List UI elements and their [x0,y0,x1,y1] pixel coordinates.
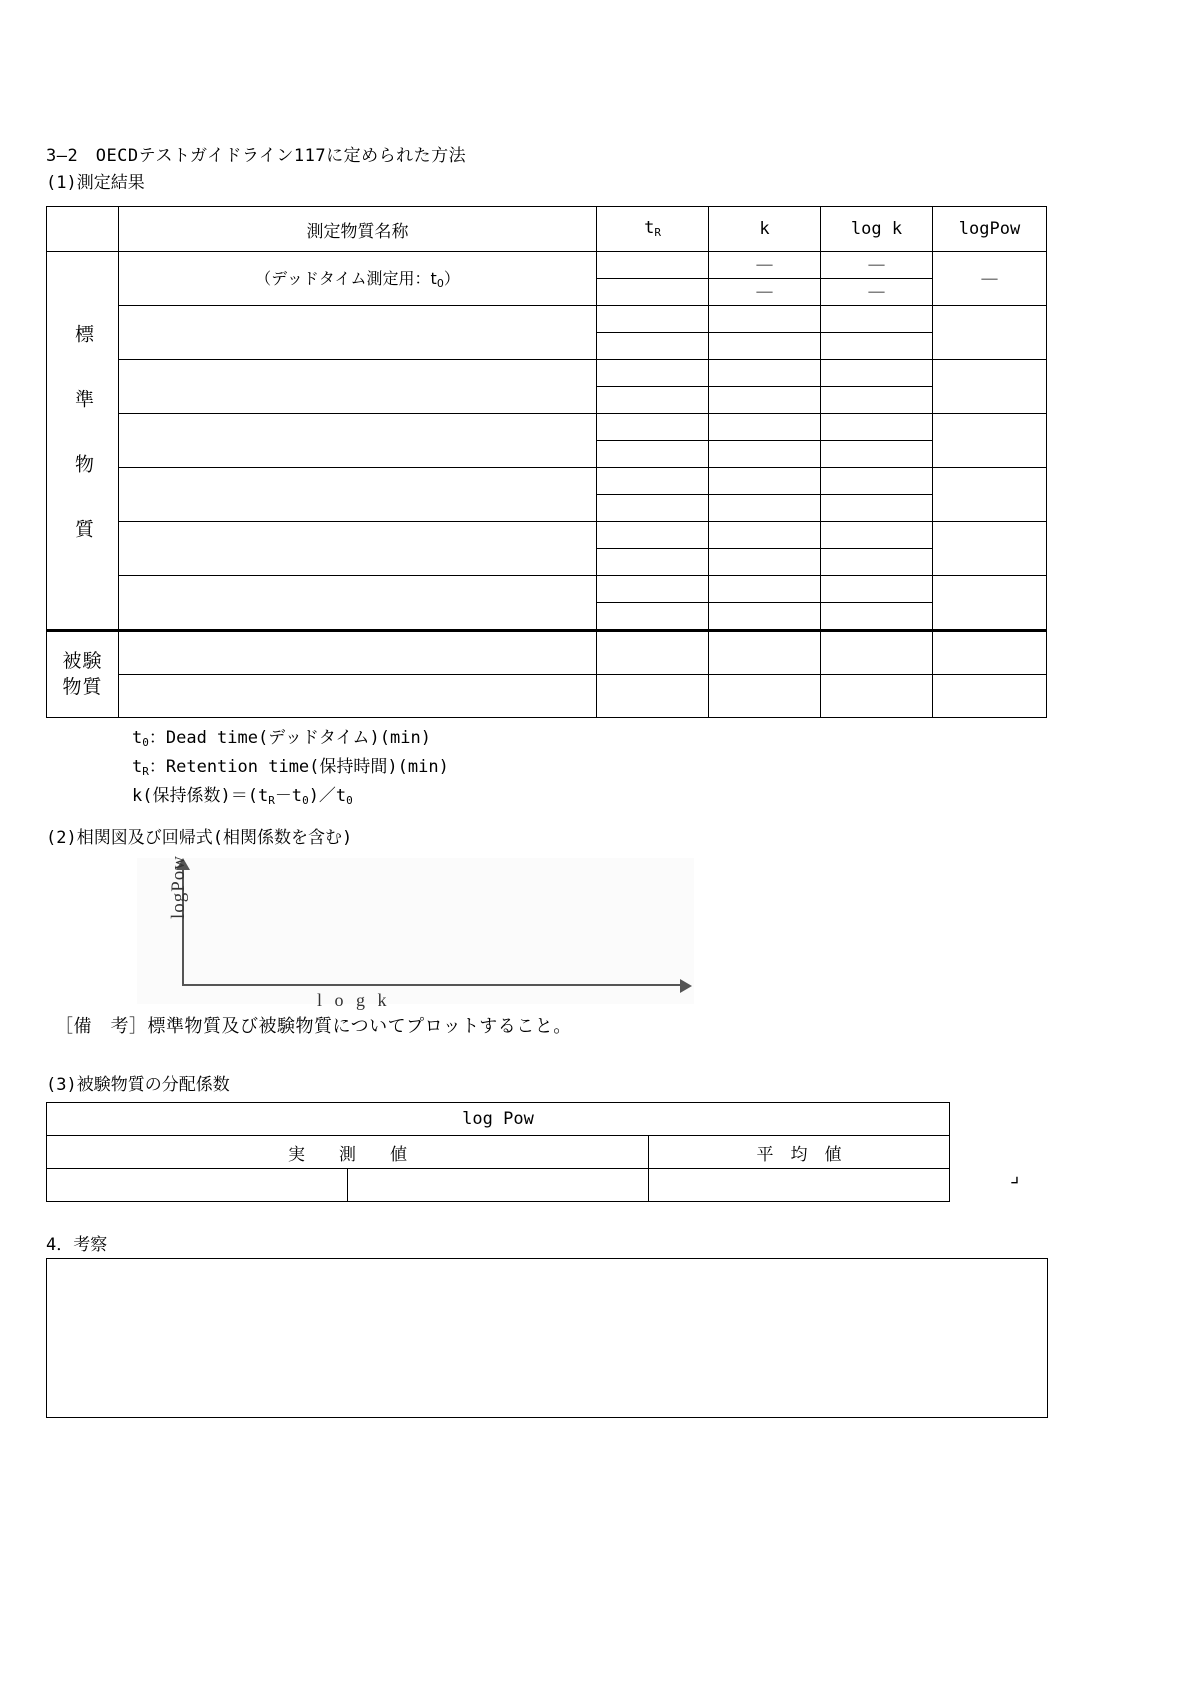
standard-tr-cell[interactable] [597,522,709,549]
test-substance-tr-cell[interactable] [597,675,709,718]
chart-x-axis-arrow-icon [680,979,692,993]
dead-time-name-subscript: 0 [436,277,444,291]
dead-time-row-a [47,252,1047,279]
legend-k-sub3: 0 [346,794,353,808]
correlation-chart [137,854,694,1010]
dead-time-name-text: （デッドタイム測定用：t [255,269,437,289]
dead-time-logk-cell-2: — [821,279,933,306]
standard-k-cell[interactable] [709,468,821,495]
standard-tr-cell[interactable] [597,549,709,576]
header-k: k [709,207,821,252]
standard-name-cell[interactable] [119,576,597,631]
pow-table-title: log Pow [47,1103,950,1136]
header-substance-name: 測定物質名称 [119,207,597,252]
legend-block [132,726,449,813]
dead-time-k-cell-1: — [709,252,821,279]
standard-k-cell[interactable] [709,333,821,360]
standard-logpow-cell[interactable] [933,576,1047,631]
test-substance-label-line2: 物質 [62,675,103,698]
chart-note: ［備 考］標準物質及び被験物質についてプロットすること。 [55,1016,572,1037]
standard-k-cell[interactable] [709,495,821,522]
standard-name-cell[interactable] [119,468,597,522]
corner-bracket-icon: ⌟ [1010,1165,1020,1187]
legend-line-tr [132,755,449,784]
pow-table-measured-cell-2[interactable] [348,1169,649,1202]
standard-logk-cell[interactable] [821,576,933,603]
standard-tr-cell[interactable] [597,495,709,522]
pow-table [46,1102,950,1202]
dead-time-logpow-cell: — [933,252,1047,306]
chart-x-axis [182,984,682,986]
standard-name-cell[interactable] [119,522,597,576]
test-substance-logpow-cell[interactable] [933,631,1047,675]
standard-logk-cell[interactable] [821,333,933,360]
legend-k-sub1: R [268,794,275,808]
legend-k-end: )／t [308,786,347,807]
standard-k-cell[interactable] [709,603,821,631]
pow-table-measured-header: 実 測 値 [47,1136,649,1169]
table-row [47,522,1047,549]
standard-name-cell[interactable] [119,360,597,414]
legend-t0-text: ：Dead time(デッドタイム)(min) [148,728,431,748]
standard-logk-cell[interactable] [821,495,933,522]
standard-tr-cell[interactable] [597,414,709,441]
subsection-3-heading: (3)被験物質の分配係数 [46,1075,230,1095]
standard-logpow-cell[interactable] [933,306,1047,360]
standard-k-cell[interactable] [709,387,821,414]
standard-tr-cell[interactable] [597,387,709,414]
standard-logk-cell[interactable] [821,522,933,549]
standard-logk-cell[interactable] [821,306,933,333]
dead-time-name-tail: ） [443,269,460,289]
legend-k-prefix: k(保持係数)＝(t [132,786,269,807]
test-substance-label-cell [47,631,119,718]
standard-tr-cell[interactable] [597,468,709,495]
table-row [47,468,1047,495]
standard-k-cell[interactable] [709,360,821,387]
standard-logk-cell[interactable] [821,441,933,468]
test-substance-row-2 [47,675,1047,718]
legend-tr-subscript: R [142,765,149,779]
legend-t0-symbol: t [132,728,143,748]
standard-tr-cell[interactable] [597,441,709,468]
dead-time-tr-cell-1[interactable] [597,252,709,279]
dead-time-k-cell-2: — [709,279,821,306]
measurement-table-wrapper [46,206,1046,718]
test-substance-name-cell[interactable] [119,631,597,675]
table-header-row [47,207,1047,252]
standard-k-cell[interactable] [709,306,821,333]
table-row [47,576,1047,603]
legend-tr-symbol: t [132,757,143,778]
legend-t0-subscript: 0 [142,736,149,750]
standard-logpow-cell[interactable] [933,522,1047,576]
header-tr [597,207,709,252]
standard-k-cell[interactable] [709,441,821,468]
table-row [47,360,1047,387]
pow-table-header-row [47,1136,950,1169]
pow-table-wrapper [46,1102,949,1202]
test-substance-label-line1: 被験 [62,649,103,672]
dead-time-logk-cell-1: — [821,252,933,279]
subsection-1-heading: (1)測定結果 [46,173,145,193]
standard-logk-cell[interactable] [821,387,933,414]
standard-tr-cell[interactable] [597,360,709,387]
subsection-2-heading: (2)相関図及び回帰式(相関係数を含む) [46,828,353,848]
header-tr-subscript: R [654,226,661,240]
test-substance-logk-cell[interactable] [821,631,933,675]
measurement-table [46,206,1047,718]
standard-k-cell[interactable] [709,576,821,603]
standard-logpow-cell[interactable] [933,468,1047,522]
standard-logpow-cell[interactable] [933,414,1047,468]
standard-k-cell[interactable] [709,414,821,441]
pow-table-average-cell[interactable] [649,1169,950,1202]
test-substance-tr-cell[interactable] [597,631,709,675]
standard-substance-label: 標準物質 [72,323,94,584]
standard-logk-cell[interactable] [821,549,933,576]
header-tr-text: t [644,218,655,239]
table-row [47,414,1047,441]
standard-k-cell[interactable] [709,522,821,549]
section-4-textarea[interactable] [46,1258,1048,1418]
test-substance-row-1 [47,631,1047,675]
test-substance-logpow-cell[interactable] [933,675,1047,718]
dead-time-name-cell [119,252,597,306]
header-log-k: log k [821,207,933,252]
test-substance-k-cell[interactable] [709,675,821,718]
section-4-heading: 4．考察 [46,1235,108,1255]
standard-logpow-cell[interactable] [933,360,1047,414]
chart-x-axis-label: l o g k [317,990,391,1010]
pow-table-average-header: 平 均 値 [649,1136,950,1169]
test-substance-logk-cell[interactable] [821,675,933,718]
pow-table-value-row [47,1169,950,1202]
standard-tr-cell[interactable] [597,576,709,603]
test-substance-k-cell[interactable] [709,631,821,675]
pow-table-title-row [47,1103,950,1136]
standard-tr-cell[interactable] [597,306,709,333]
standard-logk-cell[interactable] [821,360,933,387]
test-substance-name-cell[interactable] [119,675,597,718]
standard-k-cell[interactable] [709,549,821,576]
legend-line-k-formula [132,784,449,813]
header-log-pow: logPow [933,207,1047,252]
standard-name-cell[interactable] [119,414,597,468]
standard-name-cell[interactable] [119,306,597,360]
standard-tr-cell[interactable] [597,333,709,360]
chart-y-axis-label: logPow [168,854,189,920]
header-blank-cell [47,207,119,252]
standard-logk-cell[interactable] [821,603,933,631]
legend-line-t0 [132,726,449,755]
legend-tr-text: ：Retention time(保持時間)(min) [148,757,449,778]
legend-k-mid: －t [274,786,303,807]
page-title: 3—2 OECDテストガイドライン117に定められた方法 [46,146,467,166]
standard-tr-cell[interactable] [597,603,709,631]
table-row [47,306,1047,333]
standard-logk-cell[interactable] [821,414,933,441]
pow-table-measured-cell-1[interactable] [47,1169,348,1202]
dead-time-tr-cell-2[interactable] [597,279,709,306]
standard-substance-label-cell [47,252,119,631]
legend-k-sub2: 0 [302,794,309,808]
standard-logk-cell[interactable] [821,468,933,495]
